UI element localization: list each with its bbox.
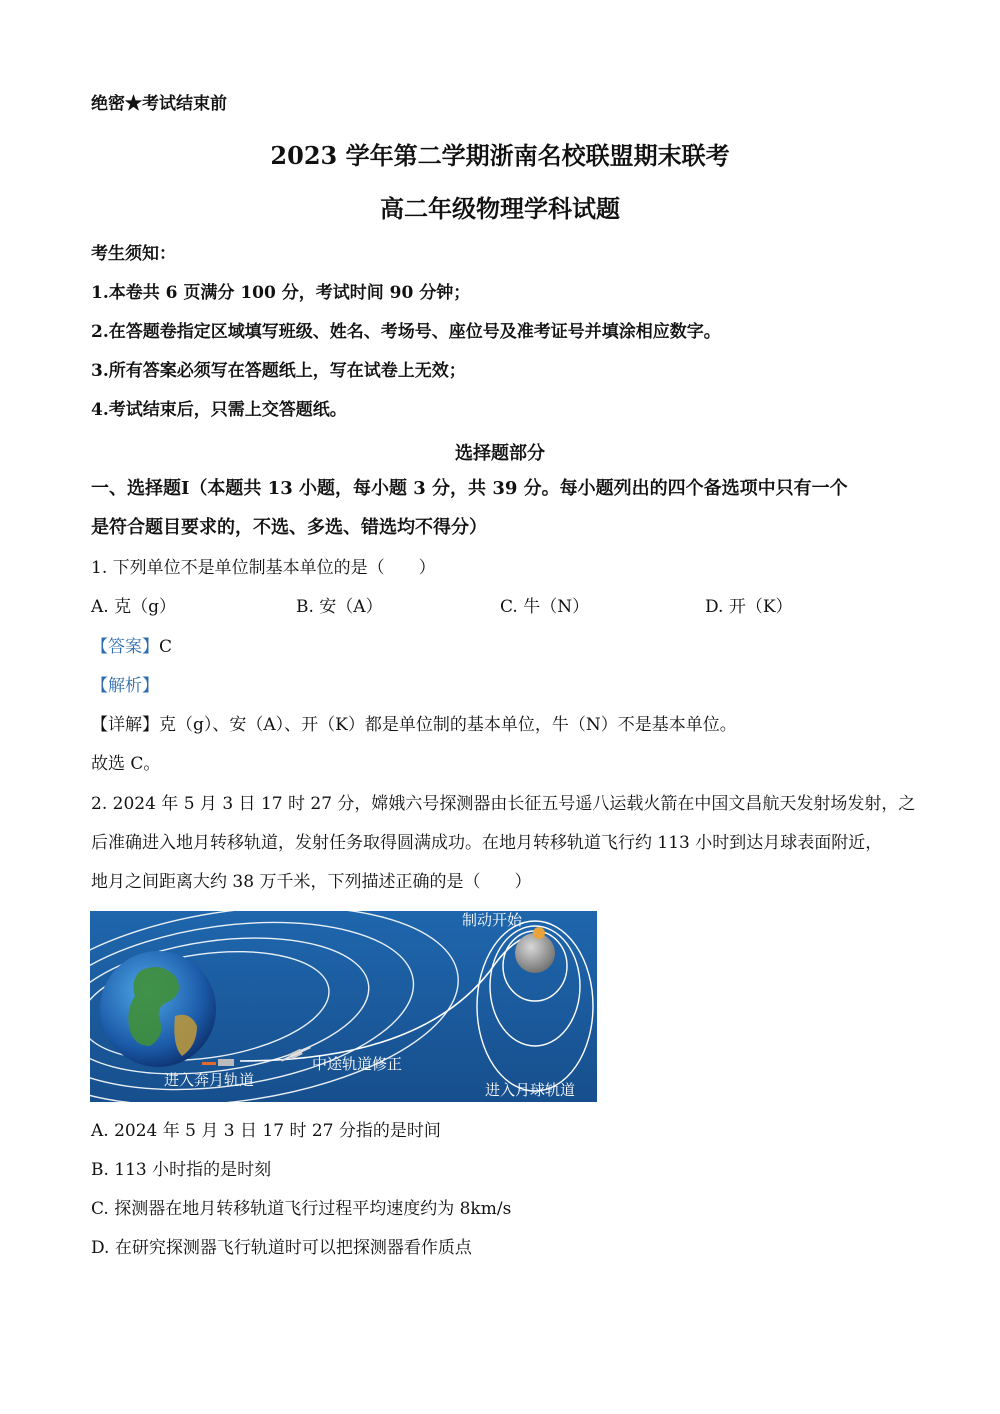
q1-option-b: B. 安（A） — [296, 597, 383, 617]
label-enter-lunar-orbit: 进入月球轨道 — [485, 1081, 576, 1099]
q2-option-d: D. 在研究探测器飞行轨道时可以把探测器看作质点 — [91, 1238, 472, 1258]
label-midcourse-correction: 中途轨道修正 — [312, 1055, 403, 1073]
q1-option-d: D. 开（K） — [705, 597, 793, 617]
section-instruction: 是符合题目要求的，不选、多选、错选均不得分） — [91, 517, 487, 538]
q2-stem-line: 地月之间距离大约 38 万千米，下列描述正确的是（ ） — [91, 872, 532, 892]
notice-item: 4.考试结束后，只需上交答题纸。 — [91, 400, 347, 420]
q2-stem-line: 2. 2024 年 5 月 3 日 17 时 27 分，嫦娥六号探测器由长征五号遥八运载火箭在中国文昌航天发射场发射，之 — [91, 794, 916, 814]
notice-item: 3.所有答案必须写在答题纸上，写在试卷上无效； — [91, 361, 466, 381]
q1-stem: 1. 下列单位不是单位制基本单位的是（ ） — [91, 558, 436, 578]
q1-detail: 【详解】克（g）、安（A）、开（K）都是单位制的基本单位，牛（N）不是基本单位。 — [91, 715, 737, 735]
q2-option-a: A. 2024 年 5 月 3 日 17 时 27 分指的是时间 — [91, 1121, 441, 1141]
confidential-label: 绝密★考试结束前 — [91, 94, 227, 114]
orbit-diagram — [90, 911, 597, 1102]
probe-at-moon-icon — [533, 927, 545, 939]
label-braking-start: 制动开始 — [462, 911, 523, 929]
label-enter-transfer-orbit: 进入奔月轨道 — [164, 1071, 255, 1089]
q1-conclusion: 故选 C。 — [91, 754, 161, 774]
q1-option-c: C. 牛（N） — [500, 597, 590, 617]
notice-heading: 考生须知： — [91, 244, 176, 264]
q2-stem-line: 后准确进入地月转移轨道，发射任务取得圆满成功。在地月转移轨道飞行约 113 小时到达月球表面附近， — [91, 833, 883, 853]
q2-option-b: B. 113 小时指的是时刻 — [91, 1160, 272, 1180]
notice-item: 2.在答题卷指定区域填写班级、姓名、考场号、座位号及准考证号并填涂相应数字。 — [91, 322, 721, 342]
section-instruction: 一、选择题I（本题共 13 小题，每小题 3 分，共 39 分。每小题列出的四个备选项中只有一个 — [91, 478, 848, 499]
analysis-tag: 【解析】 — [91, 676, 159, 696]
q2-option-c: C. 探测器在地月转移轨道飞行过程平均速度约为 8km/s — [91, 1199, 512, 1219]
moon-icon — [515, 933, 555, 973]
q1-option-a: A. 克（g） — [91, 597, 176, 617]
notice-item: 1.本卷共 6 页满分 100 分，考试时间 90 分钟； — [91, 283, 471, 303]
answer-tag: 【答案】 — [91, 637, 159, 657]
exam-title: 2023 学年第二学期浙南名校联盟期末联考 — [270, 141, 730, 170]
q1-answer — [91, 636, 172, 658]
answer-value: C — [159, 637, 173, 657]
earth-icon — [100, 951, 216, 1067]
exam-subtitle: 高二年级物理学科试题 — [380, 194, 620, 223]
section-heading: 选择题部分 — [455, 443, 545, 464]
